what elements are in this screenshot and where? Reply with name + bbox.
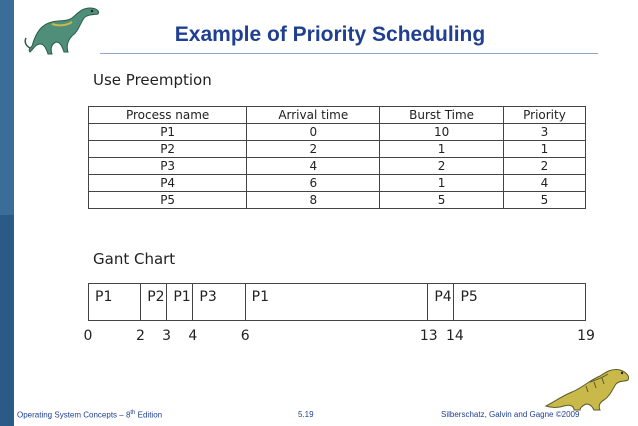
table-cell: 1	[380, 175, 504, 192]
gantt-segment: P3	[193, 284, 245, 320]
table-cell: 2	[503, 158, 585, 175]
table-cell: 0	[247, 124, 380, 141]
table-row	[89, 175, 586, 192]
table-cell: P2	[89, 141, 247, 158]
title-divider	[100, 53, 598, 54]
table-cell: P1	[89, 124, 247, 141]
table-cell: 6	[247, 175, 380, 192]
gantt-segment: P1	[167, 284, 193, 320]
process-table	[88, 106, 586, 209]
gantt-segment: P1	[246, 284, 429, 320]
footer-book-sup: th	[130, 410, 136, 416]
footer-book-prefix: Operating System Concepts – 8	[17, 410, 131, 420]
footer-book-title	[17, 410, 162, 420]
table-cell: P4	[89, 175, 247, 192]
column-header: Process name	[89, 107, 247, 124]
left-accent-bar-lower	[0, 215, 14, 426]
gantt-tick-label: 19	[577, 328, 595, 344]
table-cell: 1	[503, 141, 585, 158]
table-header-row	[89, 107, 586, 124]
table-cell: 3	[503, 124, 585, 141]
table-cell: P5	[89, 192, 247, 209]
gantt-tick-label: 14	[446, 328, 464, 344]
table-cell: P3	[89, 158, 247, 175]
table-cell: 2	[247, 141, 380, 158]
footer-book-suffix: Edition	[135, 410, 163, 420]
dinosaur-top-icon	[22, 2, 104, 56]
gantt-tick-label: 13	[419, 328, 438, 344]
gantt-heading: Gant Chart	[93, 250, 176, 268]
table-cell: 4	[503, 175, 585, 192]
column-header: Priority	[503, 107, 585, 124]
table-cell: 8	[247, 192, 380, 209]
table-row	[89, 141, 586, 158]
gantt-tick-label: 6	[240, 328, 250, 344]
dinosaur-bottom-icon	[540, 362, 636, 412]
gantt-segment: P2	[141, 284, 167, 320]
slide-title: Example of Priority Scheduling	[174, 23, 486, 46]
footer-page-number: 5.19	[298, 410, 314, 419]
gantt-segment: P5	[460, 289, 478, 305]
table-cell: 1	[380, 141, 504, 158]
table-row	[89, 192, 586, 209]
table-cell: 10	[380, 124, 504, 141]
table-cell: 5	[380, 192, 504, 209]
gantt-chart	[88, 283, 586, 321]
table-row	[89, 124, 586, 141]
gantt-segment: P4	[428, 284, 454, 320]
gantt-segment: P1	[89, 284, 141, 320]
preemption-heading: Use Preemption	[93, 71, 212, 89]
gantt-tick-label: 4	[188, 328, 198, 344]
gantt-tick-label: 2	[135, 328, 145, 344]
footer-copyright: Silberschatz, Galvin and Gagne ©2009	[441, 410, 580, 419]
gantt-tick-label: 3	[162, 328, 172, 344]
table-row	[89, 158, 586, 175]
table-cell: 4	[247, 158, 380, 175]
table-cell: 5	[503, 192, 585, 209]
table-cell: 2	[380, 158, 504, 175]
column-header: Burst Time	[380, 107, 504, 124]
gantt-tick-label: 0	[83, 328, 93, 344]
column-header: Arrival time	[247, 107, 380, 124]
